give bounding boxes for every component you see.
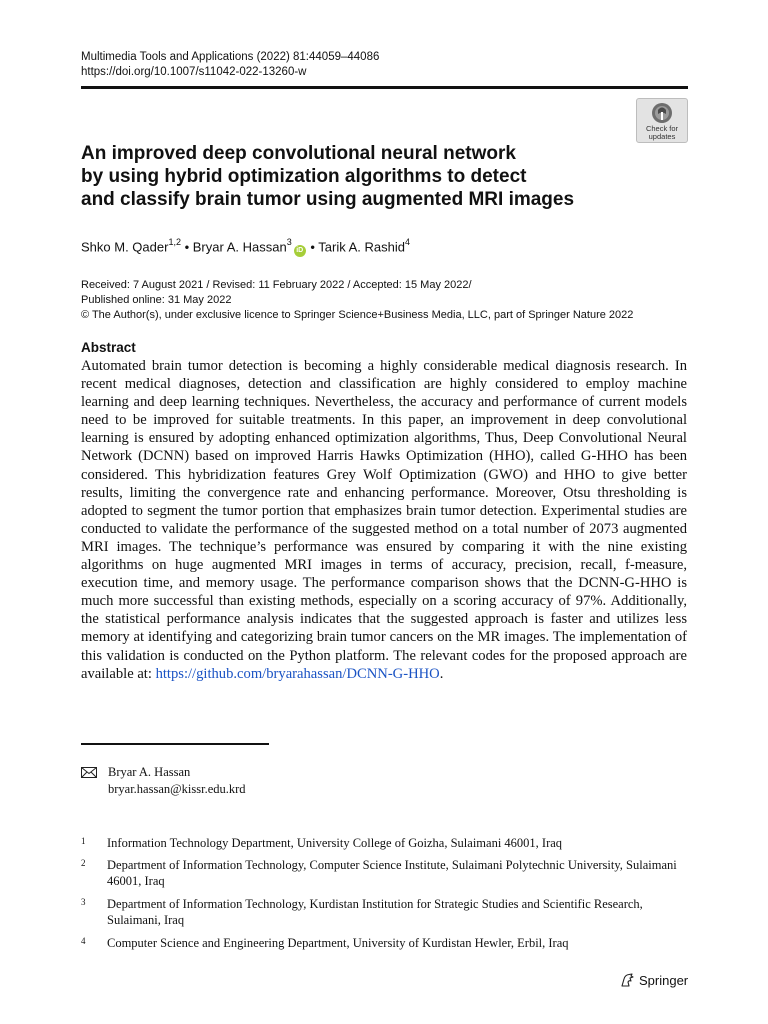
title-line: and classify brain tumor using augmented MRI images [81,189,575,210]
affiliation-text: Information Technology Department, University College of Goizha, Sulaimani 46001, Iraq [107,836,563,850]
paper-title [81,142,641,211]
check-updates-icon [651,102,673,124]
copyright-line: © The Author(s), under exclusive licence to Springer Science+Business Media, LLC, part of Springer Nature 2022 [81,309,634,321]
affiliation-number: 3 [81,897,86,907]
footnote-rule [81,743,269,745]
author-name[interactable]: Bryar A. Hassan [192,239,287,255]
author-name[interactable]: Tarik A. Rashid [318,239,405,255]
abstract-body [81,357,687,683]
author-affiliation-mark: 4 [404,237,410,247]
affiliation-text: Department of Information Technology, Computer Science Institute, Sulaimani Polytechnic University, Sulaimani 46001, Iraq [107,858,677,888]
author-separator: • [184,239,193,255]
header-rule [81,86,688,89]
author-name[interactable]: Shko M. Qader [81,239,169,255]
published-online: Published online: 31 May 2022 [81,294,232,306]
title-line: An improved deep convolutional neural network [81,143,516,164]
publication-dates [81,278,633,323]
check-updates-line1: Check for [645,124,679,133]
affiliation-text: Department of Information Technology, Kurdistan Institution for Strategic Studies and Scientific Research, Sulaimani, Iraq [107,897,643,927]
journal-header [81,50,379,80]
springer-horse-icon [620,973,635,988]
affiliation-number: 1 [81,836,86,846]
journal-citation: Multimedia Tools and Applications (2022) 81:44059–44086 [81,51,380,63]
author-affiliation-mark: 3 [286,237,292,247]
abstract-trailing: . [439,665,444,682]
affiliation-number: 4 [81,936,86,946]
publisher-logo [620,973,688,989]
title-line: by using hybrid optimization algorithms to detect [81,166,527,187]
corresponding-name: Bryar A. Hassan [108,765,191,779]
corresponding-email[interactable]: bryar.hassan@kissr.edu.krd [108,782,246,796]
author-list [81,235,410,257]
code-repository-link[interactable]: https://github.com/bryarahassan/DCNN-G-HHO [155,665,440,682]
check-for-updates-badge[interactable] [636,98,688,143]
affiliation-number: 2 [81,858,86,868]
orcid-icon[interactable]: iD [294,245,306,257]
check-updates-line2: updates [648,132,676,141]
abstract-text: Automated brain tumor detection is becoming a highly considerable medical diagnosis research. In recent medical diagnoses, detection and classification are highly considered to employ machine learning and deep learning techniques. Nevertheless, the accuracy and performance of current models need to be improved for suitable treatments. In this paper, an improvement in deep convolutional learning is ensured by adopting enhanced optimization algorithms, Thus, Deep Convolutional Neural Network (DCNN) based on improved Harris Hawks Optimization (HHO), called G-HHO has been considered. This hybridization features Grey Wolf Optimization (GWO) and HHO to give better results, limiting the convergence rate and enhancing performance. Moreover, Otsu thresholding is adopted to segment the tumor portion that emphasizes brain tumor detection. Experimental studies are conducted to validate the performance of the suggested method on a total number of 2073 augmented MRI images. The technique’s performance was ensured by comparing it with the nine existing algorithms on huge augmented MRI images in terms of accuracy, precision, recall, f-measure, execution time, and memory usage. The performance comparison shows that the DCNN-G-HHO is much more successful than existing methods, especially on a scoring accuracy of 97%. Additionally, the statistical performance analysis indicates that the suggested approach is faster and utilizes less memory at identifying and categorizing brain tumor cancers on the MR images. The implementation of this validation is conducted on the Python platform. The relevant codes for the proposed approach are available at: [81,358,687,682]
publisher-name: Springer [639,973,689,988]
received-revised-accepted: Received: 7 August 2021 / Revised: 11 February 2022 / Accepted: 15 May 2022/ [81,279,472,291]
affiliation-text: Computer Science and Engineering Department, University of Kurdistan Hewler, Erbil, Iraq [107,936,569,950]
doi-link[interactable]: https://doi.org/10.1007/s11042-022-13260-w [81,66,307,78]
abstract-heading: Abstract [81,340,136,355]
author-separator: • [310,239,319,255]
author-affiliation-mark: 1,2 [168,237,181,247]
envelope-icon [81,767,97,778]
